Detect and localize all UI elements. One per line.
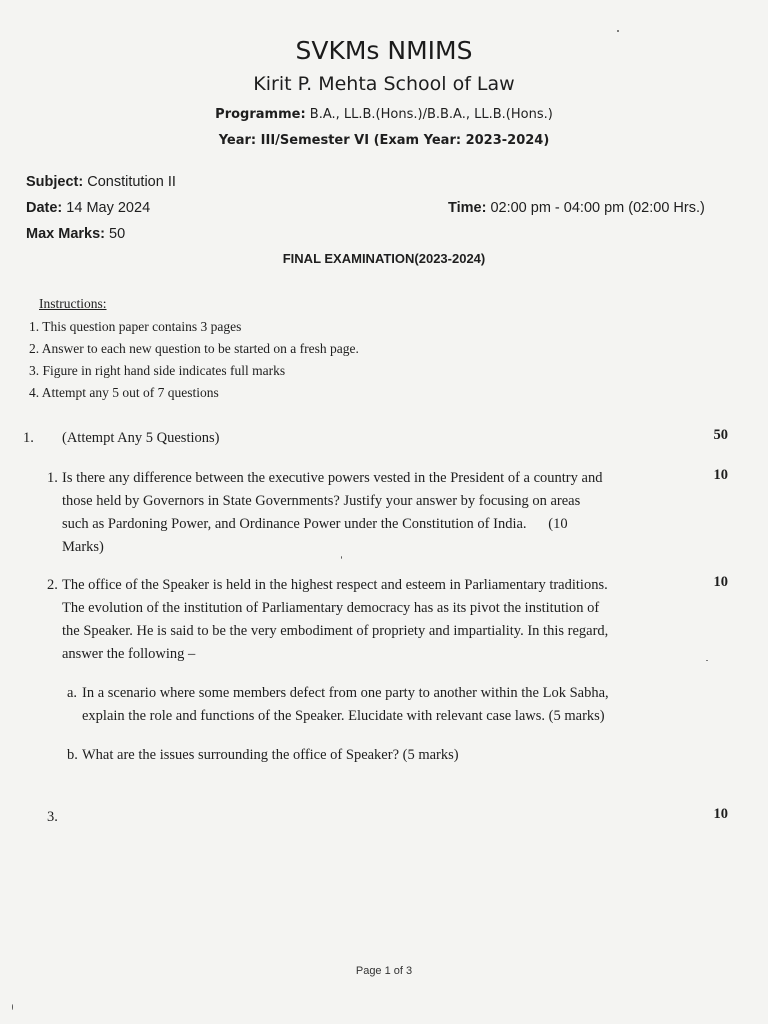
subquestion-letter: a. — [67, 685, 78, 701]
subquestion-line: In a scenario where some members defect from one party to another within the Lok Sabha, — [82, 685, 609, 701]
subquestion-text — [82, 744, 682, 767]
question-marks: 10 — [713, 467, 728, 483]
scan-speck — [617, 30, 619, 32]
scan-speck — [12, 1004, 13, 1010]
section-number: 1. — [23, 430, 34, 446]
programme-value: B.A., LL.B.(Hons.)/B.B.A., LL.B.(Hons.) — [305, 107, 553, 122]
question-marks: 10 — [713, 574, 728, 590]
programme-line — [0, 107, 768, 122]
section-marks: 50 — [713, 427, 728, 443]
instruction-item: 2. Answer to each new question to be started on a fresh page. — [29, 341, 359, 356]
time-value: 02:00 pm - 04:00 pm (02:00 Hrs.) — [486, 200, 705, 216]
question-line: the Speaker. He is said to be the very embodiment of propriety and impartiality. In this regard, — [62, 623, 609, 639]
question-number: 1. — [47, 470, 58, 486]
time-label: Time: — [448, 200, 487, 216]
school-name: Kirit P. Mehta School of Law — [253, 73, 515, 95]
question-line: Marks) — [62, 539, 104, 555]
question-text — [62, 574, 662, 666]
section-title: (Attempt Any 5 Questions) — [62, 430, 220, 446]
subject-line — [26, 174, 176, 190]
programme-label: Programme: — [215, 107, 306, 122]
question-marks: 10 — [713, 806, 728, 822]
max-marks-label: Max Marks: — [26, 226, 105, 242]
date-value: 14 May 2024 — [62, 200, 151, 216]
year-line: Year: III/Semester VI (Exam Year: 2023-2024) — [218, 133, 550, 148]
date-line — [26, 200, 150, 216]
instructions-heading: Instructions: — [39, 296, 107, 311]
scan-speck — [341, 556, 342, 559]
instructions-list — [29, 316, 359, 404]
instruction-item: 4. Attempt any 5 out of 7 questions — [29, 385, 219, 400]
page-number: Page 1 of 3 — [355, 965, 413, 977]
subject-value: Constitution II — [83, 174, 176, 190]
time-line — [448, 200, 705, 216]
max-marks-value: 50 — [104, 226, 126, 242]
scan-speck — [706, 660, 708, 661]
exam-title: FINAL EXAMINATION(2023-2024) — [282, 251, 486, 266]
subquestion-line: explain the role and functions of the Speaker. Elucidate with relevant case laws. (5 marks) — [82, 708, 605, 724]
question-text — [62, 467, 662, 559]
subquestion-line: What are the issues surrounding the office of Speaker? (5 marks) — [82, 747, 459, 763]
question-number: 3. — [47, 809, 58, 825]
question-line: those held by Governors in State Governments? Justify your answer by focusing on areas — [62, 493, 581, 509]
institution-name: SVKMs NMIMS — [295, 36, 473, 65]
date-label: Date: — [26, 200, 63, 216]
question-line: The evolution of the institution of Parliamentary democracy has as its pivot the institution of — [62, 600, 600, 616]
question-line: such as Pardoning Power, and Ordinance Power under the Constitution of India. (10 — [62, 516, 568, 532]
max-marks-line — [26, 226, 125, 242]
question-number: 2. — [47, 577, 58, 593]
question-line: Is there any difference between the executive powers vested in the President of a country and — [62, 470, 603, 486]
subject-label: Subject: — [26, 174, 84, 190]
question-line: answer the following – — [62, 646, 196, 662]
question-line: The office of the Speaker is held in the highest respect and esteem in Parliamentary traditions. — [62, 577, 608, 593]
instruction-item: 1. This question paper contains 3 pages — [29, 319, 242, 334]
instruction-item: 3. Figure in right hand side indicates full marks — [29, 363, 286, 378]
subquestion-text — [82, 682, 682, 728]
subquestion-letter: b. — [67, 747, 78, 763]
